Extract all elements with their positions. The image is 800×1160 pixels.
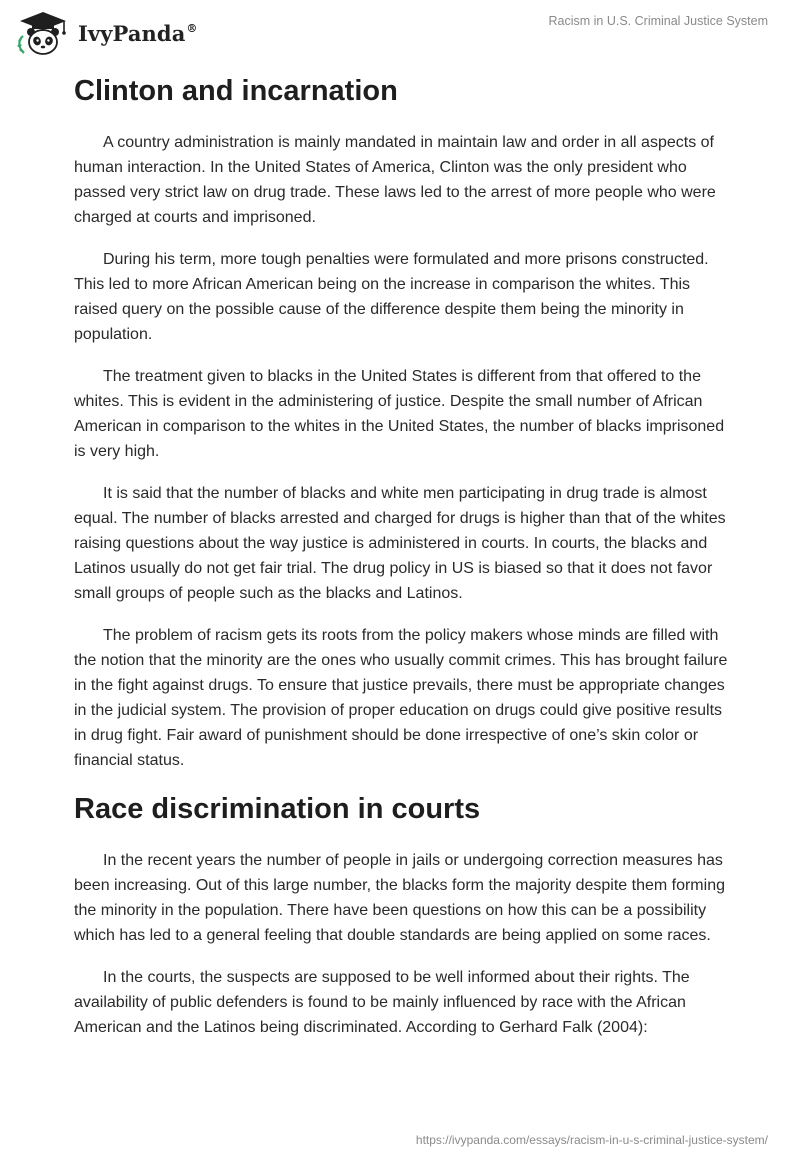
brand-name-text: IvyPanda bbox=[78, 20, 186, 46]
paragraph: The problem of racism gets its roots from the policy makers whose minds are filled with the notion that the minority are the ones who usually commit crimes. This has brought failure in the fight against drugs. To ensure that justice prevails, there must be appropriate changes in the judicial system. The provision of proper education on drugs could give positive results in drug fight. Fair award of punishment should be done irrespective of one’s skin color or financial status. bbox=[74, 626, 728, 769]
brand-name bbox=[78, 21, 198, 46]
registered-mark: ® bbox=[186, 21, 198, 35]
paragraph: The treatment given to blacks in the United States is different from that offered to the whites. This is evident in the administering of justice. Despite the small number of African American in comparison to the whites in the United States, the number of blacks imprisoned is very high. bbox=[74, 367, 725, 460]
panda-graduate-icon bbox=[14, 10, 72, 56]
source-url[interactable]: https://ivypanda.com/essays/racism-in-u-s-criminal-justice-system/ bbox=[415, 1133, 768, 1147]
document-title: Racism in U.S. Criminal Justice System bbox=[548, 14, 768, 28]
paragraph: During his term, more tough penalties were formulated and more prisons constructed. This led to more African American being on the increase in comparison the whites. This raised query on the possible cause of the difference despite them being the minority in population. bbox=[74, 250, 709, 343]
ivypanda-logo[interactable] bbox=[14, 8, 198, 58]
paragraph: In the recent years the number of people in jails or undergoing correction measures has been increasing. Out of this large number, the blacks form the majority despite them forming the minority in the population. There have been questions on how this can be a possibility which has led to a general feeling that double standards are being applied on some races. bbox=[74, 851, 725, 944]
essay-content bbox=[74, 66, 734, 1057]
section-heading: Clinton and incarnation bbox=[74, 75, 398, 107]
section-heading: Race discrimination in courts bbox=[74, 792, 481, 825]
paragraph: In the courts, the suspects are supposed to be well informed about their rights. The availability of public defenders is found to be mainly influenced by race with the African American and the Latinos being discriminated. According to Gerhard Falk (2004): bbox=[74, 968, 690, 1036]
page-header bbox=[0, 0, 800, 66]
paragraph: A country administration is mainly mandated in maintain law and order in all aspects of human interaction. In the United States of America, Clinton was the only president who passed very strict law on drug trade. These laws led to the arrest of more people who were charged at courts and imprisoned. bbox=[74, 133, 716, 226]
paragraph: It is said that the number of blacks and white men participating in drug trade is almost equal. The number of blacks arrested and charged for drugs is higher than that of the whites raising questions about the way justice is administered in courts. In courts, the blacks and Latinos usually do not get fair trial. The drug policy in US is biased so that it does not favor small groups of people such as the blacks and Latinos. bbox=[74, 484, 726, 602]
